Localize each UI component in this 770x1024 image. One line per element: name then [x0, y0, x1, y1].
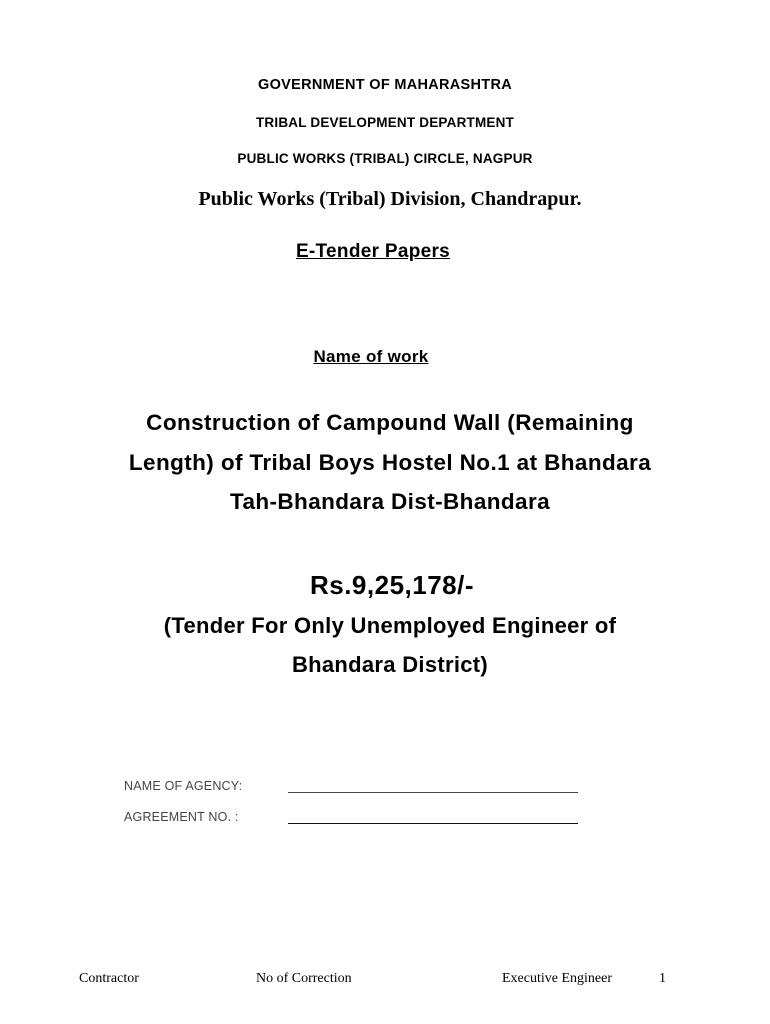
agency-name-label: NAME OF AGENCY: [124, 779, 243, 793]
name-of-work-label: Name of work [313, 347, 429, 366]
agency-name-blank [288, 792, 578, 793]
agreement-number-label: AGREEMENT NO. : [124, 810, 239, 824]
circle-heading: PUBLIC WORKS (TRIBAL) CIRCLE, NAGPUR [237, 151, 533, 166]
page-number: 1 [659, 971, 666, 986]
footer-engineer: Executive Engineer [502, 971, 613, 986]
tender-amount: Rs.9,25,178/- [309, 570, 475, 600]
document-title: E-Tender Papers [295, 241, 451, 262]
division-heading: Public Works (Tribal) Division, Chandrapur. [198, 188, 582, 210]
government-heading: GOVERNMENT OF MAHARASHTRA [258, 77, 512, 93]
work-description-line-3: Tah-Bhandara Dist-Bhandara [229, 489, 551, 514]
tender-note-line-2: Bhandara District) [291, 652, 489, 677]
work-description-line-2: Length) of Tribal Boys Hostel No.1 at Bhandara [128, 450, 652, 475]
tender-note-line-1: (Tender For Only Unemployed Engineer of [163, 613, 617, 638]
footer-correction: No of Correction [256, 971, 352, 986]
agreement-number-blank [288, 823, 578, 824]
footer-contractor: Contractor [79, 971, 139, 986]
work-description-line-1: Construction of Campound Wall (Remaining [146, 410, 634, 435]
department-heading: TRIBAL DEVELOPMENT DEPARTMENT [255, 115, 515, 130]
